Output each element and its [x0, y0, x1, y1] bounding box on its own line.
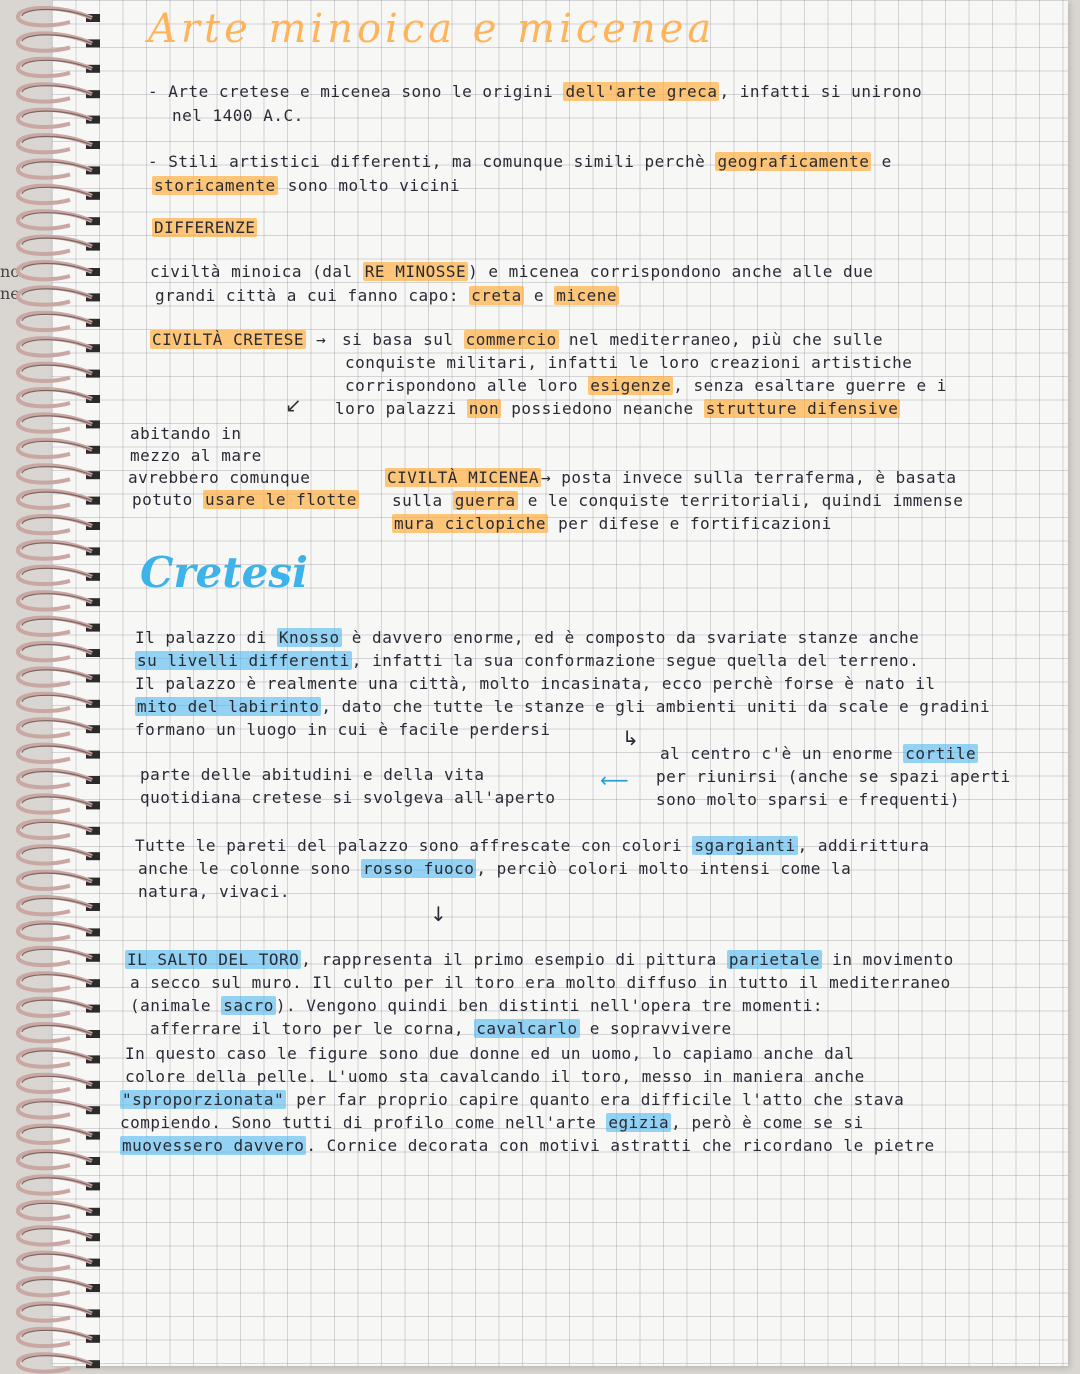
- intro-line: - Stili artistici differenti, ma comunque simili perchè geograficamente e: [148, 152, 892, 171]
- paragraph-line: Il palazzo è realmente una città, molto incasinata, ecco perchè forse è nato il: [135, 674, 936, 693]
- paragraph-line: mito del labirinto , dato che tutte le stanze e gli ambienti uniti da scale e gradini: [137, 697, 991, 716]
- margin-fragment: ne: [0, 284, 20, 303]
- paragraph-line: al centro c'è un enorme cortile: [660, 744, 977, 763]
- side-note-line: potuto usare le flotte: [132, 490, 357, 509]
- page-title: Arte minoica e micenea: [148, 6, 716, 52]
- paragraph-line: mura ciclopiche per difese e fortificazioni: [394, 514, 832, 533]
- paragraph-line: parte delle abitudini e della vita: [140, 765, 485, 784]
- margin-fragment: no: [0, 262, 20, 281]
- paragraph-line: muovessero davvero . Cornice decorata con motivi astratti che ricordano le pietre: [122, 1136, 935, 1155]
- side-note-line: abitando in: [130, 424, 242, 443]
- curved-arrow-icon: ↙: [285, 393, 302, 417]
- paragraph-line: (animale sacro ). Vengono quindi ben distinti nell'opera tre momenti:: [130, 996, 824, 1015]
- civilta-micenea-label: CIVILTÀ MICENEA → posta invece sulla terraferma, è basata: [387, 468, 957, 487]
- paragraph-line: Tutte le pareti del palazzo sono affrescate con colori sgargianti , addirittura: [135, 836, 930, 855]
- paragraph-line: corrispondono alle loro esigenze , senza esaltare guerre e i: [345, 376, 947, 395]
- paragraph-line: civiltà minoica (dal RE MINOSSE ) e micenea corrispondono anche alle due: [150, 262, 874, 281]
- paragraph-line: sono molto sparsi e frequenti): [656, 790, 960, 809]
- curved-arrow-icon: ↳: [622, 726, 639, 750]
- paragraph-line: loro palazzi non possiedono neanche strutture difensive: [335, 399, 899, 418]
- paragraph-line: per riunirsi (anche se spazi aperti: [656, 767, 1011, 786]
- intro-line: - Arte cretese e micenea sono le origini dell'arte greca , infatti si unirono: [148, 82, 923, 101]
- intro-line: nel 1400 A.C.: [172, 106, 304, 125]
- paragraph-line: natura, vivaci.: [138, 882, 290, 901]
- arrow-left-icon: ⟵: [600, 768, 629, 792]
- paragraph-line: anche le colonne sono rosso fuoco , perciò colori molto intensi come la: [138, 859, 852, 878]
- paragraph-line: a secco sul muro. Il culto per il toro era molto diffuso in tutto il mediterraneo: [130, 973, 951, 992]
- paragraph-line: "sproporzionata" per far proprio capire quanto era difficile l'atto che stava: [122, 1090, 905, 1109]
- paragraph-line: formano un luogo in cui è facile perdersi: [135, 720, 551, 739]
- paragraph-line: su livelli differenti , infatti la sua conformazione segue quella del terreno.: [137, 651, 920, 670]
- arrow-down-icon: ↓: [430, 902, 447, 926]
- paragraph-line: colore della pelle. L'uomo sta cavalcando il toro, messo in maniera anche: [125, 1067, 865, 1086]
- paragraph-line: quotidiana cretese si svolgeva all'aperto: [140, 788, 556, 807]
- section-title: Cretesi: [140, 548, 308, 597]
- paragraph-line: conquiste militari, infatti le loro creazioni artistiche: [345, 353, 913, 372]
- section-label: DIFFERENZE: [154, 218, 256, 237]
- paragraph-line: sulla guerra e le conquiste territoriali, quindi immense: [392, 491, 964, 510]
- paragraph-line: Il palazzo di Knosso è davvero enorme, ed è composto da svariate stanze anche: [135, 628, 920, 647]
- side-note-line: mezzo al mare: [130, 446, 262, 465]
- intro-line: storicamente sono molto vicini: [154, 176, 460, 195]
- paragraph-line: grandi città a cui fanno capo: creta e micene: [155, 286, 617, 305]
- civilta-cretese-label: CIVILTÀ CRETESE →: [152, 330, 327, 349]
- paragraph-line: In questo caso le figure sono due donne ed un uomo, lo capiamo anche dal: [125, 1044, 855, 1063]
- paragraph-line: compiendo. Sono tutti di profilo come nell'arte egizia , però è come se si: [120, 1113, 864, 1132]
- paragraph-line: IL SALTO DEL TORO , rappresenta il primo esempio di pittura parietale in movimento: [127, 950, 954, 969]
- spiral-binding-icon: [0, 0, 118, 1374]
- side-note-line: avrebbero comunque: [128, 468, 311, 487]
- paragraph-line: si basa sul commercio nel mediterraneo, più che sulle: [342, 330, 884, 349]
- paragraph-line: afferrare il toro per le corna, cavalcarlo e sopravvivere: [150, 1019, 732, 1038]
